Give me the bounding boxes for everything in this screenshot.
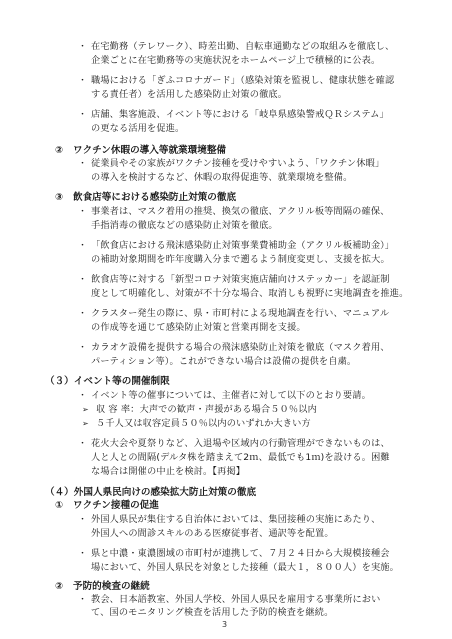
- bullet: ・: [78, 159, 88, 169]
- text-line: 外国人への間診スキルのある医療従事者、通訳等を配置。: [91, 528, 334, 539]
- section-number: ①: [55, 500, 64, 511]
- bullet: ・: [78, 391, 88, 401]
- text-line: 花火大会や夏祭りなど、入退場や区域内の行動管理ができないものは、: [91, 438, 390, 449]
- arrow-icon: ➢: [82, 419, 89, 428]
- section-number: ②: [55, 581, 64, 592]
- text-line: 事業者は、マスク着用の推奨、換気の徹底、アクリル板等間隔の確保、: [91, 206, 390, 217]
- bullet: ・: [78, 595, 88, 605]
- text-line: パーティション等）。これができない場合は設備の提供を自粛。: [91, 356, 357, 367]
- text-line: 手指消毒の徹底などの感染防止対策を徹底。: [91, 220, 278, 231]
- text-line: 度として明確化し、対策が不十分な場合、取消しも視野に実地調査を推進。: [91, 288, 409, 299]
- text-line: て、国のモニタリング検査を活用した予防的検査を継続。: [91, 607, 334, 618]
- chapter-heading: （３）イベント等の開催制限: [45, 376, 170, 387]
- text-line: イベント等の催事については、主催者に対して以下のとおり要請。: [91, 390, 371, 401]
- text-line: 従業員やその家族がワクチン接種を受けやすいよう、「ワクチン休暇」: [91, 158, 385, 169]
- text-line: 教会、日本語教室、外国人学校、外国人県民を雇用する事業所におい: [91, 594, 381, 605]
- chapter-heading: （４）外国人県民向けの感染拡大防止対策の徹底: [45, 487, 257, 498]
- section-title: ワクチン接種の促進: [73, 500, 159, 511]
- text-line: 店舗、集客施設、イベント等における「岐阜県感染警戒ＱＲシステム」: [91, 109, 389, 120]
- text-line: する責任者）を活用した感染防止対策の徹底。: [91, 89, 288, 100]
- section-title: ワクチン休暇の導入等就業環境整備: [73, 145, 227, 156]
- section-number: ③: [55, 192, 64, 203]
- bullet: ・: [78, 110, 88, 120]
- bullet: ・: [78, 439, 88, 449]
- text-line: の更なる活用を促進。: [91, 123, 185, 134]
- bullet: ・: [78, 275, 88, 285]
- bullet: ・: [78, 515, 88, 525]
- text-line: 場において、外国人県民を対象とした接種（最大１，８００人）を実施。: [91, 562, 399, 573]
- text-line: の導入を検討するなど、休暇の取得促進等、就業環境を整備。: [91, 172, 353, 183]
- section-number: ②: [55, 145, 64, 156]
- bullet: ・: [78, 207, 88, 217]
- section-title: 予防的検査の継続: [73, 581, 150, 592]
- bullet: ・: [78, 309, 88, 319]
- bullet: ・: [78, 42, 88, 52]
- text-line: クラスター発生の際に、県・市町村による現地調査を行い、マニュアル: [91, 308, 390, 319]
- text-line: カラオケ設備を提供する場合の飛沫感染防止対策を徹底（マスク着用、: [91, 342, 390, 353]
- page-number: 3: [222, 620, 228, 629]
- bullet: ・: [78, 549, 88, 559]
- bullet: ・: [78, 343, 88, 353]
- text-line: の補助対象期間を昨年度購入分まで遡るよう制度変更し、支援を拡大。: [91, 254, 390, 265]
- text-line: 在宅勤務（テレワーク）、時差出勤、自転車通勤などの取組みを徹底し、: [91, 41, 395, 52]
- text-line: 県と中濃・東濃圏域の市町村が連携して、７月２４日から大規模接種会: [91, 548, 390, 559]
- text-line: 「飲食店における飛沫感染防止対策事業費補助金（アクリル板補助金）」: [91, 240, 395, 251]
- text-line: 飲食店等に対する「新型コロナ対策実施店舗向けステッカー」を認証制: [91, 274, 390, 285]
- arrow-icon: ➢: [82, 405, 89, 414]
- text-line: 職場における「ぎふコロナガード」（感染対策を監視し、健康状態を確認: [91, 75, 395, 86]
- section-title: 飲食店等における感染防止対策の徹底: [73, 192, 237, 203]
- text-line: 外国人県民が集住する自治体においては、集団接種の実施にあたり、: [91, 514, 381, 525]
- text-line: ５千人又は収容定員５０％以内のいずれか大きい方: [96, 418, 311, 429]
- text-line: 企業ごとに在宅勤務等の実施状況をホームページ上で積極的に公表。: [91, 55, 381, 66]
- text-line: の作成等を通じて感染防止対策と営業再開を支援。: [91, 322, 306, 333]
- text-line: 人と人との間隔(デルタ株を踏まえて2ｍ、最低でも1ｍ)を設ける。困難: [91, 452, 390, 463]
- bullet: ・: [78, 76, 88, 86]
- text-line: 収 容 率：大声での歓声・声援がある場合５０％以内: [96, 404, 317, 415]
- text-line: な場合は開催の中止を検討。【再掲】: [91, 466, 246, 477]
- bullet: ・: [78, 241, 88, 251]
